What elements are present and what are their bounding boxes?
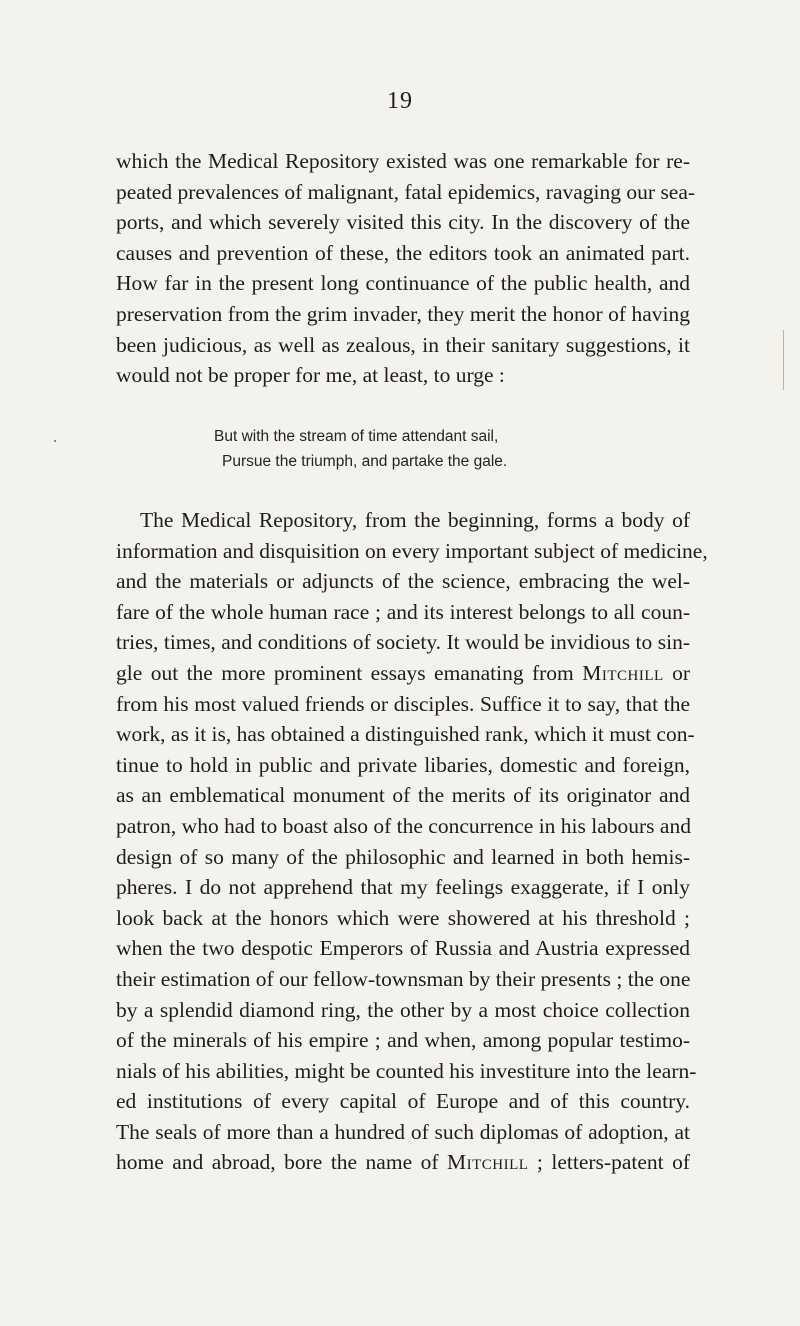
text-line <box>116 658 690 689</box>
margin-tick <box>54 440 56 442</box>
text-fragment: home and abroad, bore the name of <box>116 1150 439 1175</box>
text-line: pheres. I do not apprehend that my feelings exaggerate, if I only <box>116 875 690 900</box>
verse-quotation <box>214 424 614 474</box>
page-number: 19 <box>387 88 413 114</box>
text-line: peated prevalences of malignant, fatal epidemics, ravaging our sea- <box>116 179 696 204</box>
text-line: of the minerals of his empire ; and when, among popular testimo- <box>116 1028 690 1053</box>
text-line <box>116 1147 690 1178</box>
text-line: patron, who had to boast also of the concurrence in his labours and <box>116 813 691 838</box>
author-name: Mitchill <box>582 660 664 685</box>
text-line: from his most valued friends or disciples. Suffice it to say, that the <box>116 691 690 716</box>
text-line: and the materials or adjuncts of the science, embracing the wel- <box>116 569 690 594</box>
text-line: as an emblematical monument of the merits of its originator and <box>116 783 690 808</box>
author-name: Mitchill <box>447 1150 529 1175</box>
text-line: The Medical Repository, from the beginning, forms a body of <box>140 508 690 532</box>
margin-mark <box>783 330 784 390</box>
text-line: when the two despotic Emperors of Russia and Austria expressed <box>116 936 690 961</box>
paragraph-2 <box>116 505 708 1178</box>
verse-line: Pursue the triumph, and partake the gale. <box>222 453 508 470</box>
text-line: How far in the present long continuance of the public health, and <box>116 271 690 296</box>
text-line: tries, times, and conditions of society. It would be invidious to sin- <box>116 630 690 655</box>
text-fragment: gle out the more prominent essays emanating from <box>116 660 574 685</box>
paragraph-1 <box>116 146 696 391</box>
text-line: causes and prevention of these, the editors took an animated part. <box>116 240 690 265</box>
text-line: The seals of more than a hundred of such diplomas of adoption, at <box>116 1119 690 1144</box>
text-line: tinue to hold in public and private libaries, domestic and foreign, <box>116 752 690 777</box>
text-line: been judicious, as well as zealous, in their sanitary suggestions, it <box>116 332 690 357</box>
text-line: information and disquisition on every important subject of medicine, <box>116 538 708 563</box>
text-line: work, as it is, has obtained a distinguished rank, which it must con- <box>116 722 695 747</box>
text-line: design of so many of the philosophic and learned in both hemis- <box>116 844 690 869</box>
text-fragment: ; letters-patent of <box>536 1150 690 1175</box>
text-line: look back at the honors which were showered at his threshold ; <box>116 905 690 930</box>
verse-line: But with the stream of time attendant sail, <box>214 428 499 445</box>
text-line: which the Medical Repository existed was one remarkable for re- <box>116 149 690 173</box>
text-line: their estimation of our fellow-townsman by their presents ; the one <box>116 966 691 991</box>
text-line: fare of the whole human race ; and its interest belongs to all coun- <box>116 599 690 624</box>
text-line: nials of his abilities, might be counted his investiture into the learn- <box>116 1058 697 1083</box>
text-fragment: or <box>672 660 690 685</box>
text-line: ports, and which severely visited this city. In the discovery of the <box>116 210 690 235</box>
text-line: ed institutions of every capital of Europe and of this country. <box>116 1089 690 1114</box>
text-line: preservation from the grim invader, they merit the honor of having <box>116 301 690 326</box>
text-line: would not be proper for me, at least, to urge : <box>116 363 505 388</box>
text-line: by a splendid diamond ring, the other by a most choice collection <box>116 997 690 1022</box>
